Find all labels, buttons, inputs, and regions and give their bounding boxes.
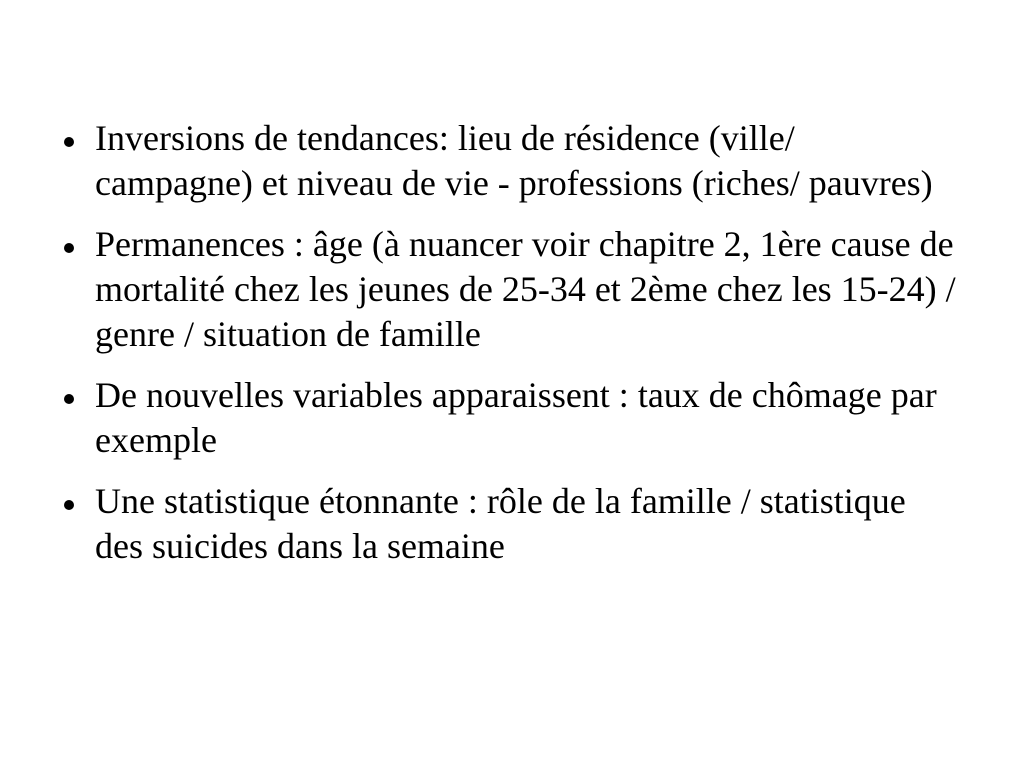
bullet-item (60, 373, 960, 463)
bullet-text: Permanences : âge (à nuancer voir chapitre 2, 1ère cause de mortalité chez les jeunes de 25-34 et 2ème chez les 15-24) / genre / situation de famille (95, 224, 956, 354)
bullet-text: Inversions de tendances: lieu de résidence (ville/ campagne) et niveau de vie - professions (riches/ pauvres) (95, 118, 933, 203)
bullet-dot-icon (64, 137, 74, 147)
bullet-item (60, 222, 960, 357)
bullet-text: Une statistique étonnante : rôle de la famille / statistique des suicides dans la semaine (95, 481, 906, 566)
bullet-list (60, 116, 960, 585)
bullet-dot-icon (64, 243, 74, 253)
bullet-text: De nouvelles variables apparaissent : taux de chômage par exemple (95, 375, 937, 460)
bullet-item (60, 116, 960, 206)
bullet-dot-icon (64, 500, 74, 510)
bullet-item (60, 479, 960, 569)
bullet-dot-icon (64, 394, 74, 404)
